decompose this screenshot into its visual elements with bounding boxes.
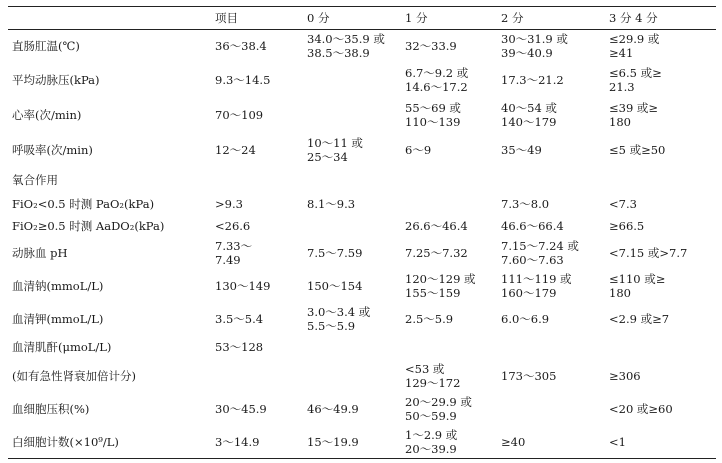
- score-cell: [303, 132, 401, 168]
- header-row: [8, 7, 716, 30]
- score-cell: [211, 98, 303, 132]
- cell-text: 30～31.9 或: [501, 32, 568, 47]
- header-cell: 1 分: [405, 11, 428, 25]
- row-label: [8, 393, 211, 426]
- cell-text: 70～109: [215, 107, 264, 122]
- score-cell: [497, 193, 605, 215]
- score-cell: [497, 63, 605, 98]
- score-cell: [497, 393, 605, 426]
- cell-text: 12～24: [215, 142, 256, 157]
- score-cell: [401, 193, 497, 215]
- cell-text: 8.1～9.3: [307, 196, 356, 211]
- score-cell: [401, 215, 497, 237]
- score-cell: [605, 30, 716, 63]
- cell-text: 111～119 或: [501, 272, 572, 286]
- cell-text: 呼吸率(次/min): [12, 142, 93, 157]
- cell-text: 白细胞计数(×10⁹/L): [12, 434, 119, 449]
- header-cell: 2 分: [501, 11, 524, 25]
- cell-text: 21.3: [609, 80, 635, 94]
- score-cell: [211, 237, 303, 270]
- cell-text: <20 或≥60: [609, 402, 673, 416]
- cell-text: 180: [609, 114, 631, 129]
- cell-text: 130～149: [215, 279, 271, 293]
- cell-text: 36～38.4: [215, 39, 267, 54]
- cell-text: 心率(次/min): [12, 107, 82, 122]
- score-cell: [605, 63, 716, 98]
- cell-text: ≤6.5 或≥: [609, 66, 662, 80]
- table-row: [8, 132, 716, 168]
- score-cell: [303, 63, 401, 98]
- score-cell: [211, 393, 303, 426]
- cell-text: 35～49: [501, 142, 542, 157]
- score-cell: [497, 336, 605, 359]
- score-cell: [303, 193, 401, 215]
- score-cell: [401, 63, 497, 98]
- cell-text: 直肠肛温(℃): [12, 39, 80, 54]
- cell-text: 血细胞压积(%): [12, 402, 90, 416]
- score-cell: [497, 237, 605, 270]
- cell-text: 7.25～7.32: [405, 246, 468, 260]
- cell-text: 血清肌酐(μmoL/L): [12, 340, 112, 354]
- cell-text: 155～159: [405, 286, 461, 300]
- score-cell: [211, 168, 303, 193]
- score-cell: [303, 303, 401, 336]
- row-label: [8, 359, 211, 393]
- cell-text: 5.5～5.9: [307, 319, 356, 333]
- cell-text: 129～172: [405, 375, 461, 390]
- cell-text: 39～40.9: [501, 46, 553, 61]
- score-cell: [211, 30, 303, 63]
- cell-text: 血清钾(mmoL/L): [12, 312, 104, 326]
- score-cell: [303, 426, 401, 459]
- cell-text: 1～2.9 或: [405, 427, 458, 442]
- cell-text: ≥40: [501, 434, 526, 449]
- cell-text: 40～54 或: [501, 100, 557, 115]
- score-cell: [303, 98, 401, 132]
- cell-text: 3.0～3.4 或: [307, 305, 371, 319]
- score-cell: [303, 215, 401, 237]
- cell-text: 6.7～9.2 或: [405, 66, 469, 80]
- score-cell: [497, 270, 605, 303]
- score-cell: [605, 132, 716, 168]
- cell-text: 20～39.9: [405, 441, 457, 456]
- score-cell: [303, 359, 401, 393]
- cell-text: 2.5～5.9: [405, 312, 454, 326]
- score-cell: [497, 426, 605, 459]
- cell-text: 50～59.9: [405, 409, 457, 423]
- score-cell: [401, 303, 497, 336]
- apache-score-table: [8, 6, 716, 459]
- cell-text: 9.3～14.5: [215, 73, 271, 87]
- score-cell: [497, 215, 605, 237]
- cell-text: 110～139: [405, 114, 461, 129]
- table-row: [8, 193, 716, 215]
- score-cell: [497, 98, 605, 132]
- row-label: [8, 168, 211, 193]
- cell-text: 150～154: [307, 279, 363, 293]
- cell-text: 34.0～35.9 或: [307, 32, 385, 47]
- cell-text: 26.6～46.4: [405, 218, 468, 233]
- table-row: [8, 393, 716, 426]
- cell-text: 3.5～5.4: [215, 312, 264, 326]
- score-cell: [303, 237, 401, 270]
- table-row: [8, 359, 716, 393]
- cell-text: 平均动脉压(kPa): [12, 73, 100, 87]
- cell-text: 3～14.9: [215, 434, 260, 449]
- score-cell: [211, 63, 303, 98]
- cell-text: 25～34: [307, 149, 348, 164]
- cell-text: <1: [609, 434, 626, 449]
- row-label: [8, 237, 211, 270]
- table-body: [8, 30, 716, 459]
- score-cell: [605, 215, 716, 237]
- score-cell: [303, 393, 401, 426]
- score-cell: [303, 168, 401, 193]
- cell-text: 7.49: [215, 253, 241, 267]
- cell-text: 7.60～7.63: [501, 253, 564, 267]
- row-label: [8, 336, 211, 359]
- cell-text: (如有急性肾衰加倍计分): [12, 368, 136, 383]
- score-cell: [605, 237, 716, 270]
- cell-text: 32～33.9: [405, 39, 457, 54]
- cell-text: ≥66.5: [609, 218, 645, 233]
- cell-text: 10～11 或: [307, 135, 363, 150]
- table-row: [8, 215, 716, 237]
- cell-text: 140～179: [501, 114, 557, 129]
- score-cell: [605, 168, 716, 193]
- score-cell: [605, 270, 716, 303]
- cell-text: 血清钠(mmoL/L): [12, 279, 104, 293]
- score-cell: [303, 336, 401, 359]
- score-cell: [401, 98, 497, 132]
- table-row: [8, 63, 716, 98]
- score-cell: [605, 426, 716, 459]
- score-cell: [211, 270, 303, 303]
- cell-text: 173～305: [501, 368, 557, 383]
- cell-text: 30～45.9: [215, 402, 267, 416]
- cell-text: >9.3: [215, 196, 243, 211]
- cell-text: 180: [609, 286, 631, 300]
- score-cell: [401, 237, 497, 270]
- cell-text: ≤29.9 或: [609, 32, 660, 47]
- score-cell: [401, 132, 497, 168]
- score-cell: [401, 270, 497, 303]
- row-label: [8, 98, 211, 132]
- table-row: [8, 237, 716, 270]
- row-label: [8, 63, 211, 98]
- cell-text: 7.15～7.24 或: [501, 239, 579, 253]
- table-row: [8, 303, 716, 336]
- score-cell: [497, 168, 605, 193]
- cell-text: 46～49.9: [307, 402, 359, 416]
- cell-text: ≤39 或≥: [609, 100, 659, 115]
- score-cell: [605, 303, 716, 336]
- table-row: [8, 336, 716, 359]
- cell-text: ≤110 或≥: [609, 272, 666, 286]
- table-row: [8, 30, 716, 63]
- table-header: [8, 7, 716, 30]
- row-label: [8, 215, 211, 237]
- cell-text: ≥306: [609, 368, 641, 383]
- score-cell: [401, 426, 497, 459]
- score-cell: [497, 132, 605, 168]
- cell-text: <26.6: [215, 218, 251, 233]
- cell-text: <7.3: [609, 196, 637, 211]
- cell-text: 动脉血 pH: [12, 246, 68, 260]
- score-cell: [211, 336, 303, 359]
- score-cell: [401, 168, 497, 193]
- cell-text: 氧合作用: [12, 173, 58, 187]
- cell-text: 7.33～: [215, 239, 253, 253]
- cell-text: ≥41: [609, 46, 634, 61]
- cell-text: 14.6～17.2: [405, 80, 468, 94]
- score-cell: [497, 359, 605, 393]
- cell-text: <7.15 或>7.7: [609, 246, 688, 260]
- row-label: [8, 303, 211, 336]
- cell-text: 160～179: [501, 286, 557, 300]
- cell-text: 46.6～66.4: [501, 218, 564, 233]
- score-cell: [605, 359, 716, 393]
- row-label: [8, 30, 211, 63]
- cell-text: <53 或: [405, 361, 445, 376]
- header-cell: 3 分 4 分: [609, 11, 658, 25]
- cell-text: 120～129 或: [405, 272, 476, 286]
- score-cell: [211, 426, 303, 459]
- table-row: [8, 426, 716, 459]
- score-cell: [401, 336, 497, 359]
- table-row: [8, 98, 716, 132]
- cell-text: 7.5～7.59: [307, 246, 363, 260]
- cell-text: FiO₂≥0.5 时测 AaDO₂(kPa): [12, 218, 165, 233]
- header-cell: 0 分: [307, 11, 330, 25]
- header-cell: 项目: [215, 11, 238, 25]
- row-label: [8, 426, 211, 459]
- score-cell: [401, 359, 497, 393]
- score-cell: [605, 393, 716, 426]
- score-cell: [497, 30, 605, 63]
- score-cell: [401, 393, 497, 426]
- row-label: [8, 193, 211, 215]
- row-label: [8, 132, 211, 168]
- score-cell: [211, 215, 303, 237]
- score-cell: [401, 30, 497, 63]
- cell-text: 6.0～6.9: [501, 312, 550, 326]
- score-cell: [303, 30, 401, 63]
- row-label: [8, 270, 211, 303]
- cell-text: <2.9 或≥7: [609, 312, 670, 326]
- score-cell: [211, 132, 303, 168]
- cell-text: 38.5～38.9: [307, 46, 370, 61]
- cell-text: 7.3～8.0: [501, 196, 550, 211]
- score-cell: [211, 193, 303, 215]
- score-cell: [497, 303, 605, 336]
- table-row: [8, 168, 716, 193]
- cell-text: 55～69 或: [405, 100, 461, 115]
- cell-text: ≤5 或≥50: [609, 142, 666, 157]
- score-cell: [211, 359, 303, 393]
- score-cell: [605, 336, 716, 359]
- header-cell: [8, 7, 211, 30]
- table-row: [8, 270, 716, 303]
- score-cell: [605, 193, 716, 215]
- score-cell: [303, 270, 401, 303]
- cell-text: 17.3～21.2: [501, 73, 564, 87]
- score-cell: [605, 98, 716, 132]
- cell-text: 6～9: [405, 142, 432, 157]
- score-cell: [211, 303, 303, 336]
- cell-text: FiO₂<0.5 时测 PaO₂(kPa): [12, 196, 155, 211]
- cell-text: 15～19.9: [307, 434, 359, 449]
- cell-text: 53～128: [215, 340, 264, 354]
- cell-text: 20～29.9 或: [405, 395, 472, 409]
